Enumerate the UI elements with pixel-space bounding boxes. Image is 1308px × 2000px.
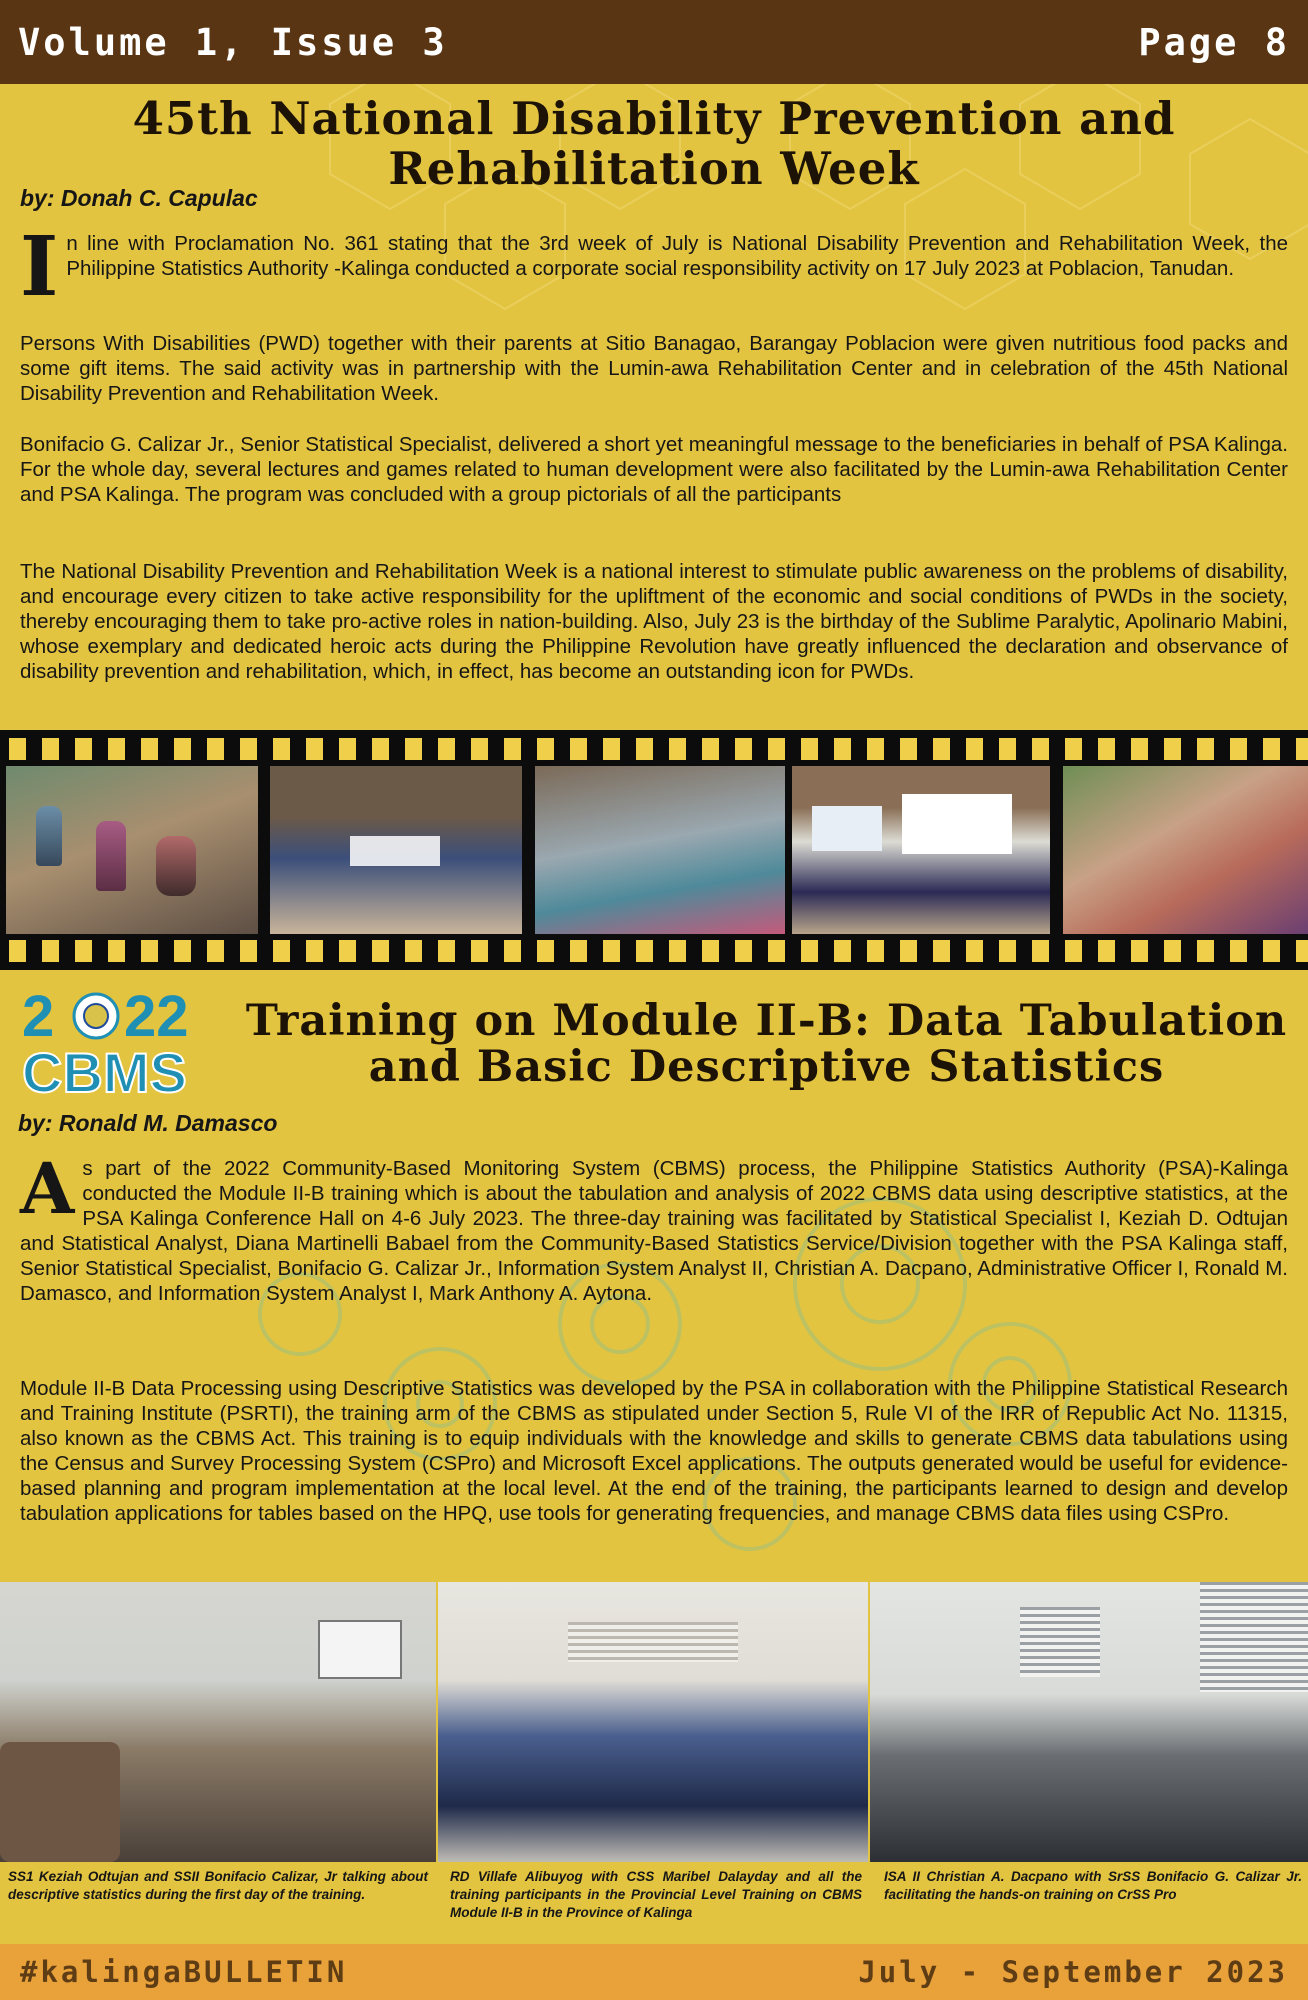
footer-hashtag: #kalingaBULLETIN xyxy=(20,1955,348,1989)
drop-cap: I xyxy=(20,219,59,315)
photo-frame-2 xyxy=(270,766,522,934)
issue-label: Volume 1, Issue 3 xyxy=(18,20,448,64)
cbms-2022-logo xyxy=(20,988,225,1100)
training-photo-3 xyxy=(870,1582,1308,1862)
article1-byline: by: Donah C. Capulac xyxy=(20,185,258,211)
training-photo-1 xyxy=(0,1582,436,1862)
page-number: Page 8 xyxy=(1138,20,1290,64)
page-footer xyxy=(0,1944,1308,2000)
photo-caption-2: RD Villafe Alibuyog with CSS Maribel Dalayday and all the training participants in the Provincial Level Training on CBMS Module II-B in the Province of Kalinga xyxy=(450,1869,862,1920)
photo-caption-3: ISA II Christian A. Dacpano with SrSS Bonifacio G. Calizar Jr. facilitating the hands-on training on CrSS Pro xyxy=(884,1869,1302,1902)
article2-byline: by: Ronald M. Damasco xyxy=(18,1110,278,1136)
article1-paragraph-2: Persons With Disabilities (PWD) together with their parents at Sitio Banagao, Barangay Poblacion were given nutritious food packs and some gift items. The said activity was in partnership with the Lumin-awa Rehabilitation Center and in celebration of the 45th National Disability Prevention and Rehabilitation Week. xyxy=(20,332,1288,405)
article2-paragraph-2: Module II-B Data Processing using Descriptive Statistics was developed by the PSA in collaboration with the Philippine Statistical Research and Training Institute (PSRTI), the training arm of the CBMS as stipulated under Section 5, Rule VI of the IRR of Republic Act No. 11315, also known as the CBMS Act. This training is to equip individuals with the knowledge and skills to generate CBMS data tabulations using the Census and Survey Processing System (CSPro) and Microsoft Excel applications. The outputs generated would be useful for evidence-based planning and program implementation at the local level. At the end of the training, the participants learned to design and develop tabulation applications for tables based on the HPQ, use tools for generating frequencies, and manage CBMS data files using CSPro. xyxy=(20,1377,1288,1525)
article1-paragraph-3: Bonifacio G. Calizar Jr., Senior Statistical Specialist, delivered a short yet meaningful message to the beneficiaries in behalf of PSA Kalinga. For the whole day, several lectures and games related to human development were also facilitated by the Lumin-awa Rehabilitation Center and PSA Kalinga. The program was concluded with a group pictorials of all the participants xyxy=(20,433,1288,506)
article1-paragraph-4: The National Disability Prevention and Rehabilitation Week is a national interest to stimulate public awareness on the problems of disability, and encourage every citizen to take active responsibility for the upliftment of the economic and social conditions of PWDs in the society, thereby encouraging them to take pro-active roles in nation-building. Also, July 23 is the birthday of the Sublime Paralytic, Apolinario Mabini, whose exemplary and dedicated heroic acts during the Philippine Revolution have greatly influenced the declaration and observance of disability prevention and rehabilitation, which, in effect, has become an outstanding icon for PWDs. xyxy=(20,560,1288,683)
film-sprocket-top xyxy=(0,738,1308,760)
svg-text:22: 22 xyxy=(124,988,189,1049)
page-header xyxy=(0,0,1308,84)
svg-text:2: 2 xyxy=(22,988,55,1049)
article2-title: Training on Module II-B: Data Tabulation and Basic Descriptive Statistics xyxy=(245,996,1288,1092)
photo-frame-4 xyxy=(792,766,1050,934)
article2-paragraph-1: As part of the 2022 Community-Based Monitoring System (CBMS) process, the Philippine Statistics Authority (PSA)-Kalinga conducted the Module II-B training which is about the tabulation and analysis of 2022 CBMS data using descriptive statistics, at the PSA Kalinga Conference Hall on 4-6 July 2023. The three-day training was facilitated by Statistical Specialist I, Keziah D. Odtujan and Statistical Analyst, Diana Martinelli Babael from the Community-Based Statistics Service/Division together with the PSA Kalinga staff, Senior Statistical Specialist, Bonifacio G. Calizar Jr., Information System Analyst II, Christian A. Dacpano, Administrative Officer I, Ronald M. Damasco, and Information System Analyst I, Mark Anthony A. Aytona. xyxy=(20,1147,1288,1305)
film-sprocket-bottom xyxy=(0,940,1308,962)
photo-frame-5 xyxy=(1063,766,1308,934)
footer-period: July - September 2023 xyxy=(858,1955,1288,1989)
training-photo-2 xyxy=(438,1582,868,1862)
photo-caption-1: SS1 Keziah Odtujan and SSII Bonifacio Calizar, Jr talking about descriptive statistics during the first day of the training. xyxy=(8,1869,428,1902)
training-photos xyxy=(0,1582,1308,1862)
photo-filmstrip xyxy=(0,730,1308,970)
article1-paragraph-1: In line with Proclamation No. 361 stating that the 3rd week of July is National Disability Prevention and Rehabilitation Week, the Philippine Statistics Authority -Kalinga conducted a corporate social responsibility activity on 17 July 2023 at Poblacion, Tanudan. xyxy=(20,219,1288,315)
photo-frame-3 xyxy=(535,766,785,934)
photo-frame-1 xyxy=(6,766,258,934)
svg-text:CBMS: CBMS xyxy=(22,1041,187,1100)
drop-cap: A xyxy=(20,1147,75,1230)
article1-title: 45th National Disability Prevention and Rehabilitation Week xyxy=(132,92,1176,195)
